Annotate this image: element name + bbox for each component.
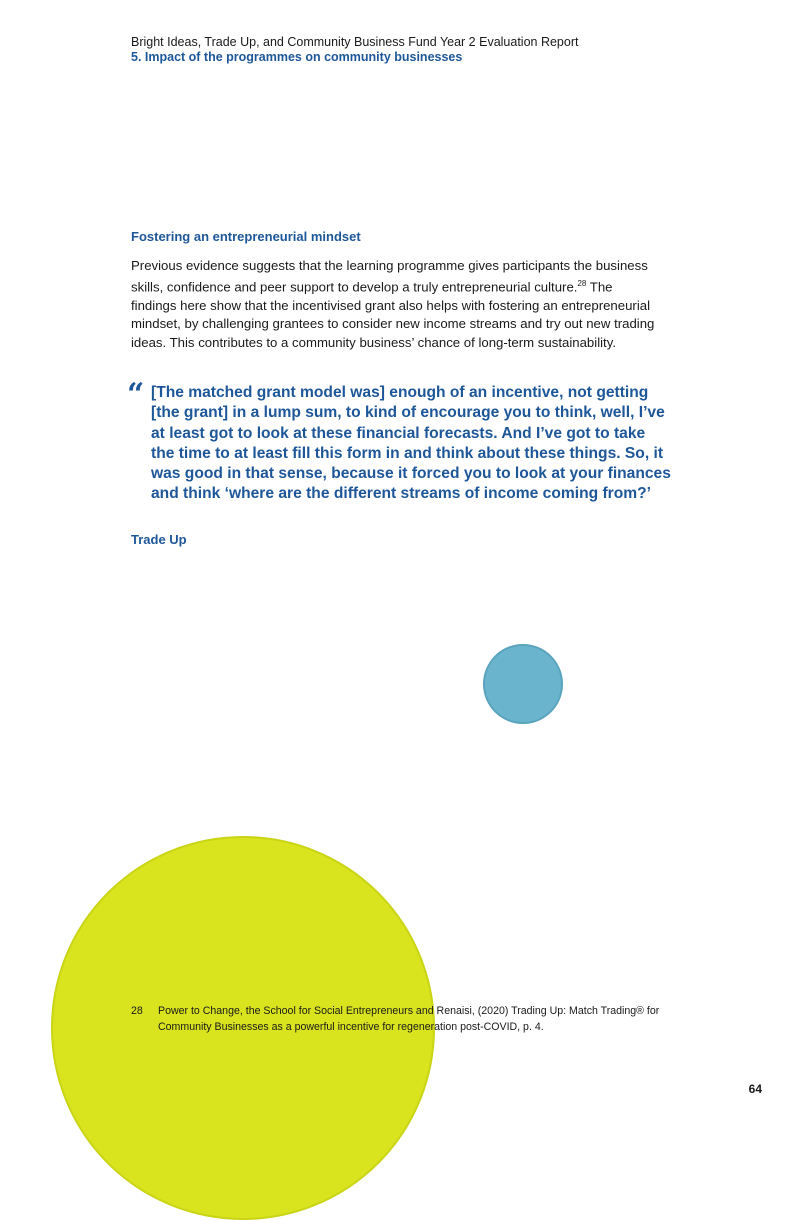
page-header xyxy=(131,35,578,65)
subheading: Fostering an entrepreneurial mindset xyxy=(131,229,361,244)
footnote-number: 28 xyxy=(131,1005,143,1017)
quote-attribution: Trade Up xyxy=(131,532,187,547)
pull-quote: [The matched grant model was] enough of an incentive, not getting [the grant] in a lump sum, to kind of encourage you to think, well, I’ve at least got to look at these financial forecasts. And I’ve got to take the time to at least fill this form in and think about these things. So, it was good in that sense, because it forced you to look at your finances and think ‘where are the different streams of income coming from?’ xyxy=(151,384,671,503)
body-paragraph xyxy=(131,257,661,352)
section-title: 5. Impact of the programmes on community businesses xyxy=(131,50,463,64)
quote-mark-icon: “ xyxy=(127,377,145,412)
report-title: Bright Ideas, Trade Up, and Community Business Fund Year 2 Evaluation Report xyxy=(131,35,579,49)
decorative-blue-circle xyxy=(483,644,563,724)
footnote xyxy=(131,1004,671,1035)
page-number: 64 xyxy=(748,1082,762,1096)
footnote-text: Power to Change, the School for Social Entrepreneurs and Renaisi, (2020) Trading Up: Match Trading® for Community Businesses as a powerful incentive for regeneration post-COVID, p. 4. xyxy=(158,1005,660,1033)
body-text-part1: Previous evidence suggests that the learning programme gives participants the business skills, confidence and peer support to develop a truly entrepreneurial culture. xyxy=(131,258,648,295)
footnote-reference: 28 xyxy=(577,279,587,289)
body-text-part2: The findings here show that the incentivised grant also helps with fostering an entrepreneurial mindset, by challenging grantees to consider new income streams and try out new trading ideas. This contributes to a community business’ chance of long-term sustainability. xyxy=(131,279,655,350)
